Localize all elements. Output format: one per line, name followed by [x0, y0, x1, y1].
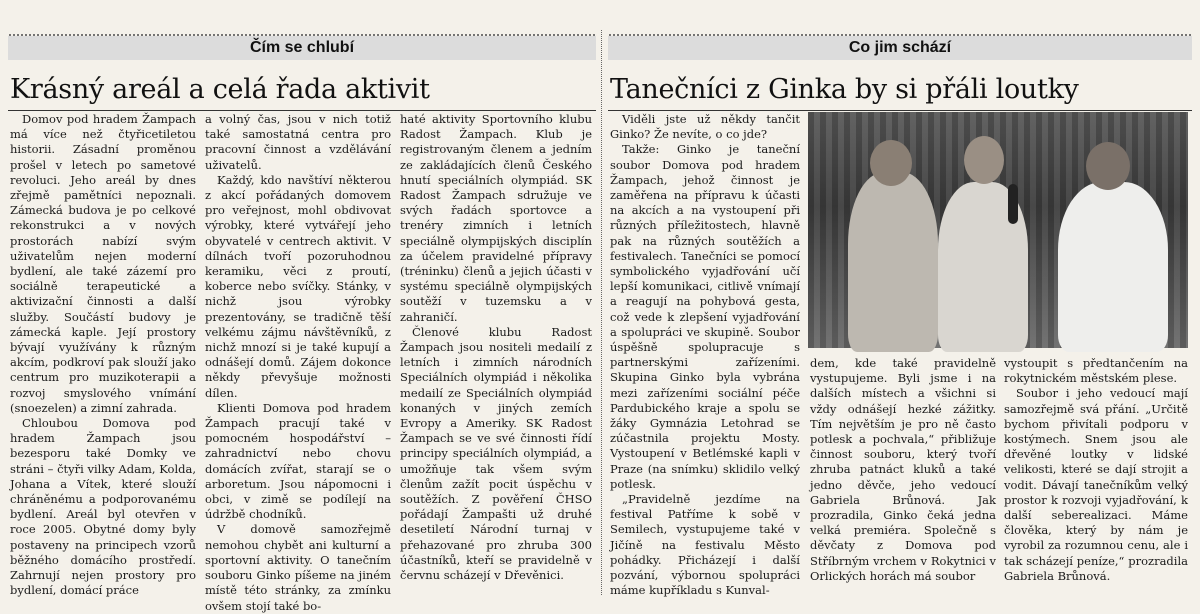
paragraph: Klienti Domova pod hradem Žampach pracují také v pomocném hospodářství – zahradnictví nebo chovu domácích zvířat, starají se o arboretum. Jsou nápomocni i obci, v zimě se podílejí na údržbě chodníků. [205, 400, 391, 522]
right-article-column-1 [610, 112, 800, 598]
section-label-right: Co jim schází [608, 36, 1192, 60]
paragraph: a volný čas, jsou v nich totiž také samostatná centra pro pracovní činnost a vzdělávání uživatelů. [205, 112, 391, 172]
left-article-column-1 [10, 112, 196, 598]
paragraph: Viděli jste už někdy tančit Ginko? Že nevíte, o co jde? [610, 112, 800, 142]
right-article-column-3 [1004, 356, 1188, 590]
paragraph: dem, kde také pravidelně vystupujeme. Byli jsme i na dalších místech a všichni si vždy odnášejí hezké zážitky. Tím největším je pro ně často potlesk a pochvala,“ přibližuje činnost souboru, který tvoří zhruba patnáct kluků a také jedno děvče, jeho vedoucí Gabriela Brůnová. Jak prozradila, Ginko čeká jedna velká premiéra. Společně s děvčaty z Domova pod Stříbrným vrchem v Rokytnici v Orlických horách má soubor [810, 356, 996, 583]
paragraph: vystoupit s předtančením na rokytnickém městském plese. [1004, 356, 1188, 386]
left-article-column-3 [400, 112, 592, 590]
paragraph: „Pravidelně jezdíme na festival Patříme k sobě v Semilech, vystupujeme také v Jičíně na festivalu Město pohádky. Přicházejí i další pozvání, výbornou spolupráci máme kupříkladu s Kunval- [610, 492, 800, 598]
paragraph: Chloubou Domova pod hradem Žampach jsou bezesporu také Domky ve stráni – čtyři vilky Adam, Kolda, Johana a Vítek, které slouží chráněnému a podporovanému bydlení. Areál byl otevřen v roce 2005. Obytné domy byly postaveny na principech vzorů běžného domácího prostředí. Zahrnují nejen prostory pro bydlení, domácí práce [10, 416, 196, 598]
singer-head [964, 136, 1004, 184]
headline-rule-right [608, 110, 1192, 111]
dancer-figure [848, 172, 938, 352]
headline-right: Tanečníci z Ginka by si přáli loutky [610, 74, 1079, 105]
paragraph: Soubor i jeho vedoucí mají samozřejmě svá přání. „Určitě bychom přivítali podporu v kostýmech. Snem jsou ale dřevěné loutky v lidské velikosti, které se dají strojit a vodit. Dávají tanečníkům velký prostor k rozvoji vyjadřování, k další seberealizaci. Máme člověka, který by nám je vyrobil za rozumnou cenu, ale i tak scházejí peníze,“ prozradila Gabriela Brůnová. [1004, 386, 1188, 583]
section-divider [601, 30, 602, 595]
performer-figure [1058, 182, 1168, 352]
article-photo [808, 112, 1188, 348]
headline-left: Krásný areál a celá řada aktivit [10, 74, 430, 105]
microphone-icon [1008, 184, 1018, 224]
left-article-column-2 [205, 112, 391, 613]
paragraph: Každý, kdo navštíví některou z akcí pořádaných domovem pro veřejnost, mohl obdivovat výrobky, které vytvářejí jeho obyvatelé v centrech aktivit. V dílnách tvoří pozoruhodnou keramiku, věci z proutí, koberce nebo svíčky. Stánky, v nichž jsou výrobky prezentovány, se tradičně těší velkému zájmu návštěvníků, z nichž mnozí si je také kupují a odnášejí domů. Zájem dokonce někdy převyšuje možnosti dílen. [205, 172, 391, 400]
paragraph: haté aktivity Sportovního klubu Radost Žampach. Klub je registrovaným členem a jedním ze zakládajících členů Českého hnutí speciálních olympiád. SK Radost Žampach sdružuje ve svých řadách sportovce a trenéry zimních i letních speciálně olympijských disciplín za účelem pravidelné přípravy (tréninku) členů a jejich účasti v systému speciálně olympijských soutěží v tuzemsku a v zahraničí. [400, 112, 592, 324]
headline-rule-left [8, 110, 596, 111]
section-label-left: Čím se chlubí [8, 36, 596, 60]
right-article-column-2 [810, 356, 996, 590]
performer-head [1086, 142, 1130, 190]
dancer-head [870, 140, 912, 186]
paragraph: V domově samozřejmě nemohou chybět ani kulturní a sportovní aktivity. O tanečním souboru Ginko píšeme na jiném místě této stránky, za zmínku ovšem stojí také bo- [205, 522, 391, 613]
paragraph: Členové klubu Radost Žampach jsou nositeli medailí z letních i zimních národních Speciálních olympiád i několika medailí ze Speciálních olympiád konaných v jiných zemích Evropy a Ameriky. SK Radost Žampach se ve své činnosti řídí principy speciálních olympiád, a umožňuje tak všem svým členům zažít pocit úspěchu v soutěžích. Z pověření ČHSO pořádají Žampašti už druhé desetiletí Národní turnaj v přehazované pro zhruba 300 účastníků, kteří se pravidelně v červnu scházejí v Dřevěnici. [400, 324, 592, 583]
paragraph: Domov pod hradem Žampach má více než čtyřicetiletou historii. Zásadní proměnou prošel v letech po sametové revoluci. Jeho areál by dnes zřejmě pamětníci nepoznali. Zámecká budova je po celkové rekonstrukci a v nových prostorách nabízí svým uživatelům nejen moderní bydlení, ale také zázemí pro sociálně terapeutické a aktivizační činnosti a další služby. Součástí budovy je zámecká kaple. Její prostory bývají využívány k různým akcím, podkroví pak slouží jako centrum pro muzikoterapii a rozvoj smyslového vnímání (snoezelen) a zimní zahrada. [10, 112, 196, 415]
paragraph: Takže: Ginko je taneční soubor Domova pod hradem Žampach, jehož činnost je zaměřena na přípravu k účasti na akcích a na vystoupení při různých příležitostech, hlavně pak na různých soutěžích a festivalech. Tanečníci se pomocí symbolického vyjadřování učí lepší komunikaci, citlivě vnímají a reagují na pohybová gesta, což vede k zlepšení vyjadřování a spolupráci ve skupině. Soubor úspěšně spolupracuje s partnerskými zařízeními. Skupina Ginko byla vybrána mezi zařízeními sociální péče Pardubického kraje a spolu se žáky Gymnázia Letohrad se zúčastnila projektu Mosty. Vystoupení v Betlémské kapli v Praze (na snímku) sklidilo velký potlesk. [610, 142, 800, 491]
